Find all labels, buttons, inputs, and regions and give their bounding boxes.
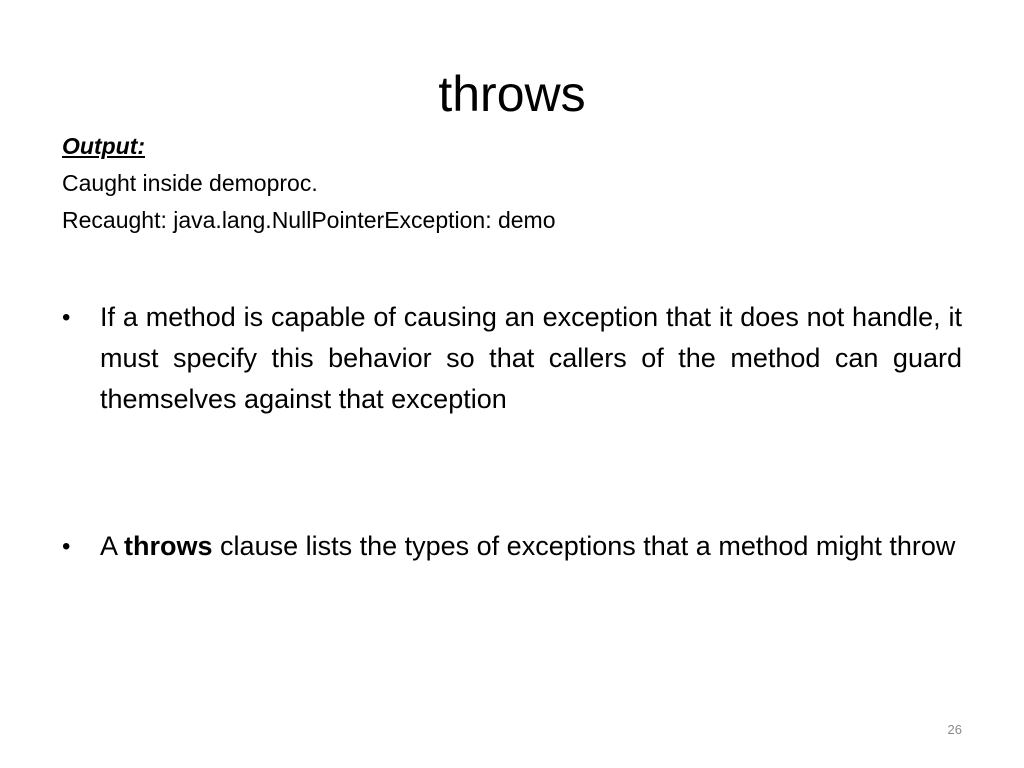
slide-number: 26	[947, 722, 962, 737]
output-line-1: Caught inside demoproc.	[62, 170, 318, 196]
slide-title: throws	[438, 66, 586, 122]
bullet-text-before: A	[100, 531, 125, 561]
bullet-item-2	[62, 526, 962, 567]
bullet-item-1	[62, 297, 962, 420]
output-block	[62, 128, 962, 239]
bullet-emphasis-keyword: throws	[124, 531, 213, 561]
output-label: Output:	[62, 133, 146, 159]
bullet-text: If a method is capable of causing an exception that it does not handle, it must specify this behavior so that callers of the method can guard themselves against that exception	[100, 302, 962, 414]
bullet-marker: •	[62, 533, 71, 560]
output-line-2: Recaught: java.lang.NullPointerException: demo	[62, 207, 556, 233]
bullet-marker: •	[62, 304, 71, 331]
bullet-text	[100, 526, 962, 567]
bullet-text-after: clause lists the types of exceptions that a method might throw	[212, 531, 956, 561]
